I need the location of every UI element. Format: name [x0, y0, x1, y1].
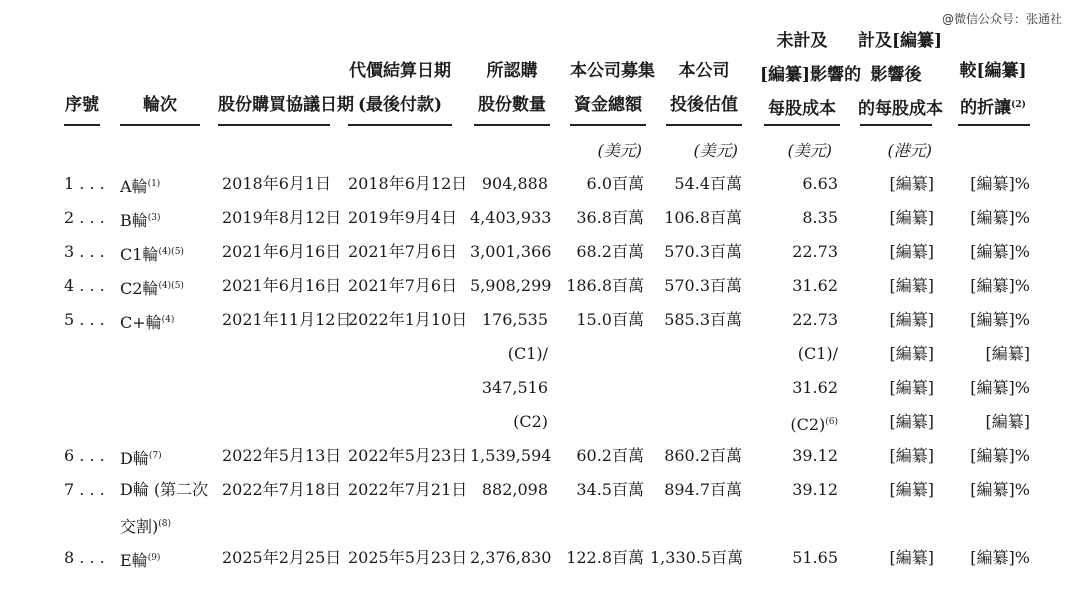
cell-seq [64, 541, 120, 575]
cell-cost-usd-text: (C1)/ [797, 344, 838, 363]
header-shares: 所認購 股份數量 [478, 61, 546, 115]
cell-cost-hkd-text: [編纂] [889, 344, 934, 363]
cell-settlement-text: 2021年7月6日 [348, 276, 458, 295]
cell-settlement-text: 2019年9月4日 [348, 208, 458, 227]
footnote-marker: (7) [148, 451, 162, 461]
cell-funds [560, 303, 644, 337]
cell-round [120, 473, 216, 507]
cell-shares-text: (C1)/ [507, 344, 548, 363]
cell-cost-usd-text: (C2) [790, 415, 826, 434]
cell-settlement [348, 303, 468, 337]
cell-funds [560, 473, 644, 507]
cell-round [120, 235, 216, 272]
cell-valuation-text: 860.2百萬 [664, 446, 742, 465]
footnote-marker: (4)(5) [158, 247, 184, 257]
cell-settlement-text: 2021年7月6日 [348, 242, 458, 261]
cell-cost-usd-text: 39.12 [792, 446, 838, 465]
cell-cost-usd-text: 8.35 [802, 208, 838, 227]
header-rule-valuation [666, 124, 742, 126]
cell-shares [470, 405, 548, 439]
cell-valuation-text: 54.4百萬 [674, 174, 742, 193]
cell-shares-text: 4,403,933 [470, 208, 552, 227]
cell-round-text: C+輪 [120, 313, 162, 332]
cell-discount-text: [編纂]% [970, 242, 1030, 261]
cell-shares-text: 1,539,594 [470, 446, 552, 465]
cell-round-text: D輪 [120, 449, 149, 468]
cell-funds [560, 235, 644, 269]
cell-valuation [650, 303, 742, 337]
cell-discount-text: [編纂]% [970, 208, 1030, 227]
unit-cost-hkd: (港元) [887, 141, 932, 160]
footnote-marker: (6) [825, 417, 838, 427]
cell-cost-usd [760, 439, 838, 473]
cell-discount [955, 167, 1030, 201]
unit-funds: (美元) [597, 141, 642, 160]
header-cost-hkd: 計及[編纂] 影響後 的每股成本 [858, 31, 943, 119]
cell-discount [955, 269, 1030, 303]
footnote-marker: (4)(5) [158, 281, 184, 291]
cell-cost-hkd-text: [編纂] [889, 276, 934, 295]
header-rule-round [120, 124, 200, 126]
cell-cost-hkd [860, 371, 934, 405]
cell-discount-text: [編纂]% [970, 480, 1030, 499]
cell-valuation [650, 201, 742, 235]
cell-cost-usd [760, 371, 838, 405]
cell-shares [470, 439, 552, 473]
cell-agreement-text: 2018年6月1日 [222, 174, 332, 193]
header-seq: 序號 [65, 95, 99, 115]
cell-seq [64, 439, 120, 473]
cell-cost-hkd [860, 337, 934, 371]
cell-agreement [222, 473, 342, 507]
cell-shares [470, 269, 552, 303]
cell-shares-text: 904,888 [481, 174, 548, 193]
header-settlement-date: 代價結算日期 (最後付款) [349, 61, 451, 115]
cell-discount [955, 235, 1030, 269]
cell-valuation [650, 439, 742, 473]
header-funds: 本公司募集 資金總額 [570, 61, 655, 115]
cell-cost-usd [760, 235, 838, 269]
cell-funds [560, 201, 644, 235]
cell-agreement [222, 439, 342, 473]
header-round: 輪次 [143, 95, 177, 115]
cell-funds-text: 68.2百萬 [576, 242, 644, 261]
header-rule-discount [958, 124, 1030, 126]
cell-agreement-text: 2019年8月12日 [222, 208, 342, 227]
cell-discount-text: [編纂]% [970, 378, 1030, 397]
cell-settlement [348, 201, 458, 235]
cell-cost-hkd [860, 541, 934, 575]
cell-agreement-text: 2021年11月12日 [222, 310, 352, 329]
cell-discount [955, 303, 1030, 337]
cell-settlement [348, 541, 468, 575]
cell-cost-hkd [860, 269, 934, 303]
cell-round-text: C1輪 [120, 245, 159, 264]
cell-round [120, 439, 216, 476]
footnote-marker: (1) [147, 179, 161, 189]
cell-shares [470, 541, 552, 575]
cell-settlement-text: 2025年5月23日 [348, 548, 468, 567]
cell-cost-hkd-text: [編纂] [889, 446, 934, 465]
header-cost-usd: 未計及 [編纂]影響的 每股成本 [760, 31, 862, 119]
cell-seq [64, 269, 120, 303]
cell-seq-text: 7 . . . [64, 480, 105, 499]
cell-round [120, 167, 216, 204]
cell-discount-text: [編纂]% [970, 446, 1030, 465]
cell-shares-text: 347,516 [481, 378, 548, 397]
cell-shares [470, 201, 552, 235]
cell-cost-usd [760, 167, 838, 201]
cell-cost-usd [760, 473, 838, 507]
cell-agreement [222, 167, 332, 201]
cell-funds [560, 167, 644, 201]
cell-round-text: 交割) [120, 517, 159, 536]
cell-seq [64, 235, 120, 269]
cell-funds [560, 439, 644, 473]
cell-discount-text: [編纂] [985, 344, 1030, 363]
cell-agreement-text: 2021年6月16日 [222, 276, 342, 295]
cell-settlement [348, 439, 468, 473]
cell-cost-usd [760, 405, 838, 442]
cell-discount [955, 337, 1030, 371]
cell-discount-text: [編纂] [985, 412, 1030, 431]
header-rule-shares [474, 124, 550, 126]
cell-settlement [348, 473, 468, 507]
cell-agreement [222, 269, 342, 303]
cell-round [120, 269, 216, 306]
cell-seq-text: 6 . . . [64, 446, 105, 465]
unit-cost-usd: (美元) [787, 141, 832, 160]
cell-funds-text: 34.5百萬 [576, 480, 644, 499]
cell-cost-usd-text: 22.73 [792, 310, 838, 329]
cell-round [120, 541, 216, 578]
cell-funds-text: 122.8百萬 [566, 548, 644, 567]
cell-funds-text: 36.8百萬 [576, 208, 644, 227]
cell-seq [64, 473, 120, 507]
cell-shares [470, 473, 548, 507]
cell-funds-text: 60.2百萬 [576, 446, 644, 465]
cell-cost-hkd [860, 235, 934, 269]
header-rule-funds [570, 124, 646, 126]
cell-funds [560, 541, 644, 575]
cell-round-text: D輪 (第二次 [120, 480, 209, 499]
cell-cost-usd [760, 269, 838, 303]
cell-discount [955, 371, 1030, 405]
cell-cost-hkd [860, 405, 934, 439]
cell-agreement [222, 303, 352, 337]
cell-discount [955, 405, 1030, 439]
unit-valuation: (美元) [693, 141, 738, 160]
cell-settlement [348, 167, 468, 201]
cell-shares-text: 3,001,366 [470, 242, 552, 261]
cell-discount [955, 439, 1030, 473]
cell-seq-text: 1 . . . [64, 174, 105, 193]
cell-discount [955, 541, 1030, 575]
cell-discount [955, 473, 1030, 507]
header-agreement-date: 股份購買協議日期 [218, 95, 354, 115]
cell-valuation-text: 106.8百萬 [664, 208, 742, 227]
cell-discount-text: [編纂]% [970, 276, 1030, 295]
cell-agreement-text: 2022年7月18日 [222, 480, 342, 499]
header-rule-cost-hkd [860, 124, 932, 126]
cell-agreement [222, 541, 342, 575]
cell-cost-usd-text: 51.65 [792, 548, 838, 567]
cell-cost-hkd [860, 167, 934, 201]
header-rule-seq [64, 124, 100, 126]
cell-settlement-text: 2022年7月21日 [348, 480, 468, 499]
cell-valuation [650, 167, 742, 201]
cell-round-text: E輪 [120, 551, 148, 570]
cell-round-text: B輪 [120, 211, 148, 230]
header-discount: 較[編纂] 的折讓$^{(2)}$ [959, 61, 1027, 118]
cell-valuation-text: 585.3百萬 [664, 310, 742, 329]
cell-cost-hkd [860, 473, 934, 507]
cell-valuation-text: 894.7百萬 [664, 480, 742, 499]
cell-shares-text: (C2) [513, 412, 548, 431]
cell-round-text: A輪 [120, 177, 148, 196]
footnote-marker: (3) [147, 213, 161, 223]
cell-cost-hkd-text: [編纂] [889, 480, 934, 499]
cell-cost-hkd-text: [編纂] [889, 378, 934, 397]
cell-round-text: C2輪 [120, 279, 159, 298]
cell-agreement [222, 235, 342, 269]
cell-valuation [650, 235, 742, 269]
cell-shares-text: 882,098 [481, 480, 548, 499]
cell-shares [470, 235, 552, 269]
cell-cost-hkd-text: [編纂] [889, 548, 934, 567]
cell-cost-hkd [860, 303, 934, 337]
cell-round [120, 201, 216, 238]
cell-cost-usd-text: 22.73 [792, 242, 838, 261]
cell-cost-usd-text: 31.62 [792, 276, 838, 295]
cell-valuation [650, 269, 742, 303]
cell-seq-text: 3 . . . [64, 242, 105, 261]
cell-agreement-text: 2025年2月25日 [222, 548, 342, 567]
cell-settlement [348, 269, 458, 303]
cell-funds-text: 186.8百萬 [566, 276, 644, 295]
cell-cost-usd-text: 39.12 [792, 480, 838, 499]
cell-cost-hkd [860, 201, 934, 235]
header-valuation: 本公司 投後估值 [670, 61, 738, 115]
cell-settlement-text: 2022年5月23日 [348, 446, 468, 465]
cell-seq-text: 4 . . . [64, 276, 105, 295]
cell-shares [470, 337, 548, 371]
cell-cost-hkd-text: [編纂] [889, 310, 934, 329]
footnote-marker: (8) [158, 519, 171, 529]
cell-shares-text: 176,535 [481, 310, 548, 329]
cell-funds [560, 269, 644, 303]
cell-seq [64, 167, 120, 201]
cell-settlement-text: 2022年1月10日 [348, 310, 468, 329]
cell-shares-text: 5,908,299 [470, 276, 552, 295]
cell-cost-usd [760, 303, 838, 337]
cell-seq-text: 8 . . . [64, 548, 105, 567]
cell-settlement-text: 2018年6月12日 [348, 174, 468, 193]
cell-discount-text: [編纂]% [970, 174, 1030, 193]
cell-seq-text: 2 . . . [64, 208, 105, 227]
header-rule-cost-usd [764, 124, 840, 126]
cell-agreement-text: 2022年5月13日 [222, 446, 342, 465]
cell-round [120, 303, 216, 340]
cell-funds-text: 6.0百萬 [586, 174, 644, 193]
cell-cost-usd [760, 201, 838, 235]
cell-discount [955, 201, 1030, 235]
cell-cost-usd [760, 541, 838, 575]
cell-cost-hkd-text: [編纂] [889, 174, 934, 193]
cell-cost-hkd [860, 439, 934, 473]
header-rule-agreement [218, 124, 330, 126]
cell-shares-text: 2,376,830 [470, 548, 552, 567]
cell-cost-usd-text: 31.62 [792, 378, 838, 397]
cell-seq-text: 5 . . . [64, 310, 105, 329]
cell-seq [64, 201, 120, 235]
cell-round [120, 507, 216, 544]
cell-funds-text: 15.0百萬 [576, 310, 644, 329]
cell-cost-usd-text: 6.63 [802, 174, 838, 193]
cell-discount-text: [編纂]% [970, 548, 1030, 567]
cell-discount-text: [編纂]% [970, 310, 1030, 329]
cell-cost-hkd-text: [編纂] [889, 412, 934, 431]
cell-settlement [348, 235, 458, 269]
header-rule-settlement [348, 124, 452, 126]
cell-agreement-text: 2021年6月16日 [222, 242, 342, 261]
footnote-marker: (4) [161, 315, 175, 325]
watermark-text: @微信公众号：张通社 [941, 12, 1062, 26]
cell-cost-hkd-text: [編纂] [889, 208, 934, 227]
cell-valuation [650, 541, 742, 575]
cell-valuation-text: 570.3百萬 [664, 242, 742, 261]
cell-valuation [650, 473, 742, 507]
cell-cost-hkd-text: [編纂] [889, 242, 934, 261]
cell-seq [64, 303, 120, 337]
cell-valuation-text: 570.3百萬 [664, 276, 742, 295]
cell-shares [470, 303, 548, 337]
cell-agreement [222, 201, 342, 235]
cell-shares [470, 371, 548, 405]
cell-shares [470, 167, 548, 201]
cell-cost-usd [760, 337, 838, 371]
footnote-marker: (9) [147, 553, 161, 563]
cell-valuation-text: 1,330.5百萬 [650, 548, 744, 567]
